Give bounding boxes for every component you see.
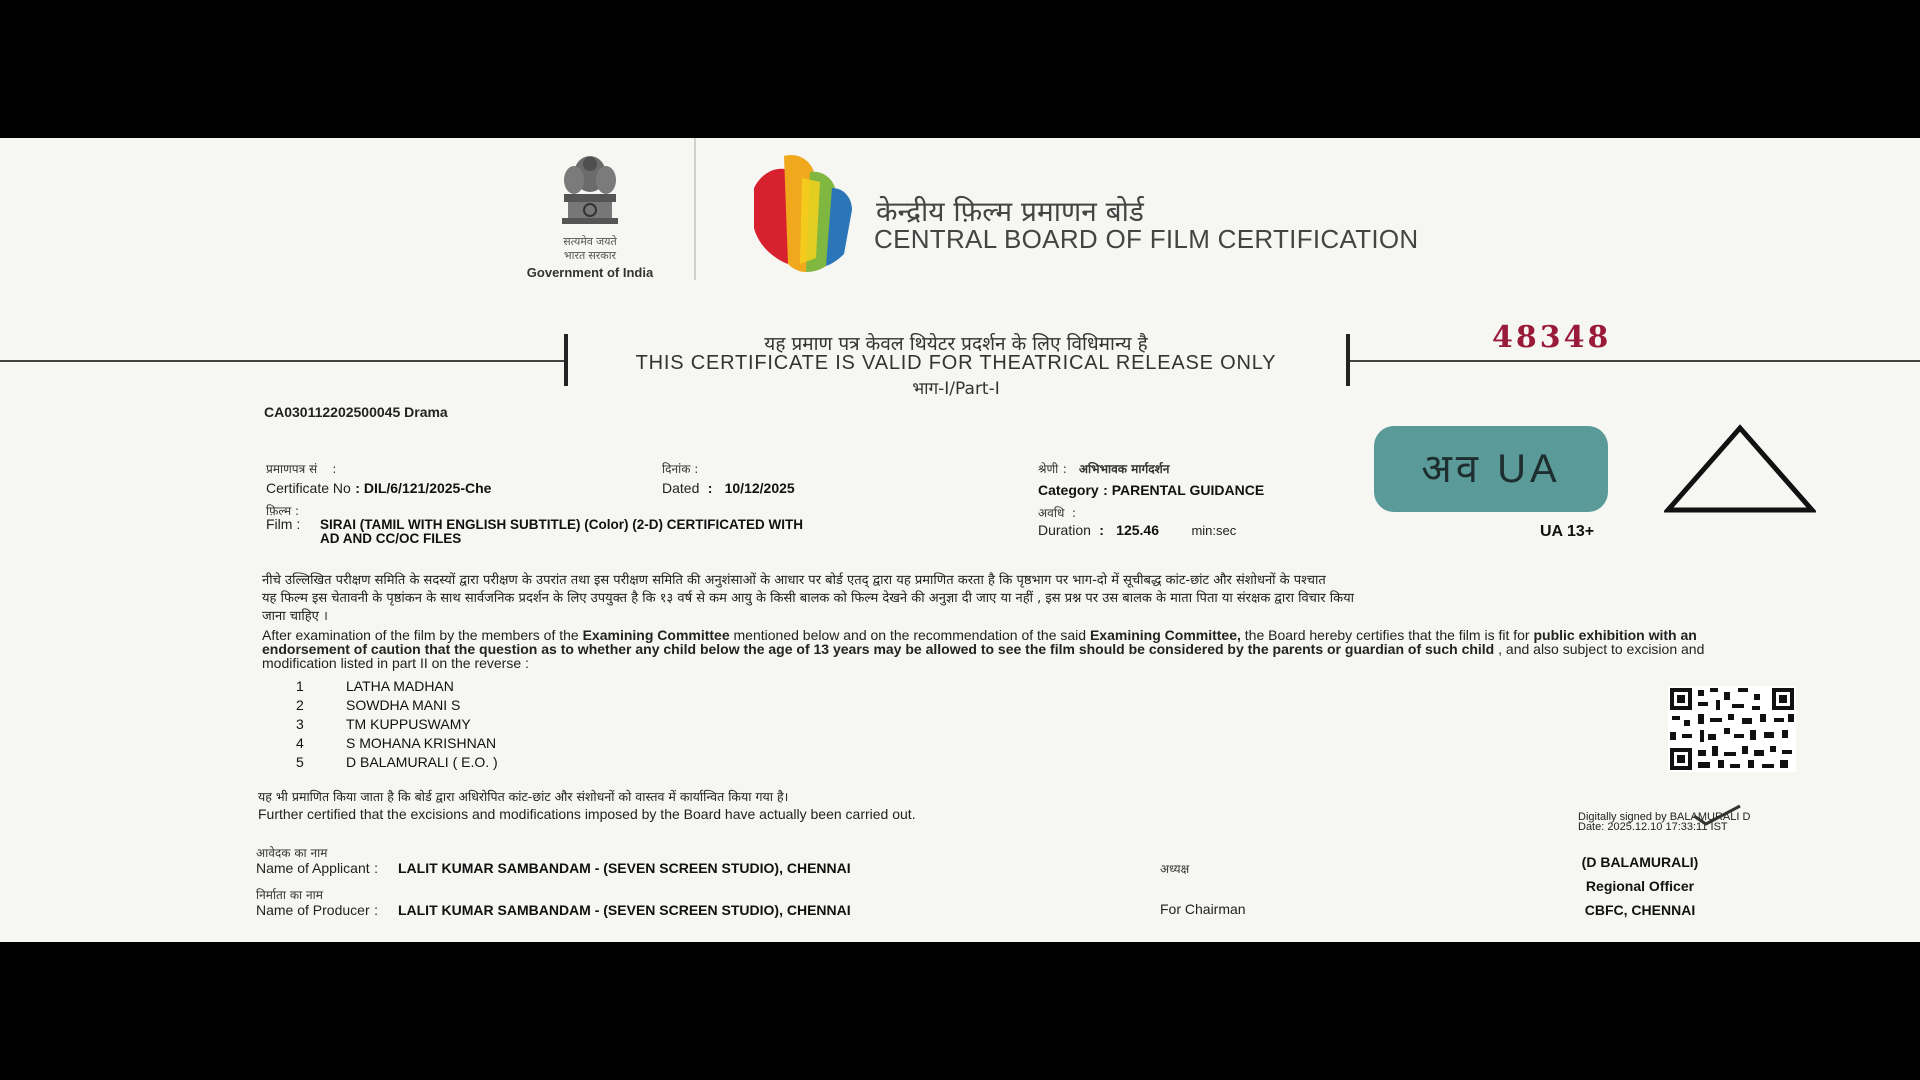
cert-no-value: DIL/6/121/2025-Che <box>363 480 492 496</box>
cert-no-row: Certificate No : DIL/6/121/2025-Che <box>266 480 492 496</box>
film-hindi: फ़िल्म <box>266 504 292 518</box>
duration-row: Duration : 125.46 min:sec <box>1038 522 1237 538</box>
duration-value: 125.46 <box>1116 522 1159 538</box>
para-hindi-line2: यह फिल्म इस चेतावनी के पृष्ठांकन के साथ सार्वजनिक प्रदर्शन के लिए उपयुक्त है कि १३ वर्ष से कम आयु के किसी बालक को फिल्म देखने की अनुज्ञा दी जाए या नहीं , इस प्रश्न पर उस बालक के माता पिता या संरक्षक द्वारा विचार किया <box>262 591 1355 606</box>
bracket-right <box>1346 334 1350 386</box>
signature-line1: Digitally signed by BALAMURALI D <box>1578 811 1751 823</box>
para-en-part7: public exhibition with an endorsement of caution that the question as to whether any child below the age of 13 years may be allowed to see the film should be considered by the parents or guardian of such child <box>262 627 1697 657</box>
category-row: Category : PARENTAL GUIDANCE <box>1038 482 1265 498</box>
member-number: 3 <box>296 716 304 732</box>
gov-english: Government of India <box>526 265 654 280</box>
signature-line2: Date: 2025.12.10 17:33:11 IST <box>1578 821 1728 833</box>
emblem-motto: सत्यमेव जयते <box>563 236 617 248</box>
officer-name: (D BALAMURALI) <box>1581 854 1699 870</box>
member-name: TM KUPPUSWAMY <box>346 716 471 732</box>
member-name: LATHA MADHAN <box>346 678 454 694</box>
para-en-part8: , and also subject to excision and modification listed in part II on the reverse : <box>262 641 1705 671</box>
header-divider <box>694 138 696 280</box>
signature-check-icon <box>1690 802 1744 828</box>
applicant-label: Name of Applicant <box>256 860 370 876</box>
certification-paragraph-english <box>262 628 1772 670</box>
officer-title: Regional Officer <box>1585 878 1695 894</box>
applicant-hindi: आवेदक का नाम <box>256 846 328 860</box>
duration-label: Duration <box>1038 522 1091 538</box>
para-en-part1: After examination of the film by the members of the <box>262 627 583 643</box>
member-number: 1 <box>296 678 304 694</box>
board-name-hindi: केन्द्रीय फ़िल्म प्रमाणन बोर्ड <box>876 195 1144 228</box>
film-title <box>320 518 803 546</box>
gov-hindi: भारत सरकार <box>563 250 617 262</box>
certification-paragraph-hindi <box>262 572 1772 626</box>
category-value: PARENTAL GUIDANCE <box>1111 482 1265 498</box>
member-row <box>296 754 498 770</box>
applicant-row: Name of Applicant : LALIT KUMAR SAMBANDAM - (SEVEN SCREEN STUDIO), CHENNAI <box>256 860 851 876</box>
validity-english: THIS CERTIFICATE IS VALID FOR THEATRICAL RELEASE ONLY <box>635 352 1277 374</box>
chair-english: For Chairman <box>1160 901 1246 917</box>
member-name: D BALAMURALI ( E.O. ) <box>346 754 498 770</box>
producer-row: Name of Producer : LALIT KUMAR SAMBANDAM - (SEVEN SCREEN STUDIO), CHENNAI <box>256 902 851 918</box>
member-row <box>296 678 454 694</box>
category-hindi-row: श्रेणी : अभिभावक मार्गदर्शन <box>1038 462 1170 476</box>
category-hindi-label: श्रेणी <box>1038 462 1059 476</box>
qr-code-icon <box>1668 686 1796 772</box>
further-certified-hindi: यह भी प्रमाणित किया जाता है कि बोर्ड द्वारा अधिरोपित कांट-छांट और संशोधनों को वास्तव में कार्यान्वित किया गया है। <box>258 789 789 804</box>
date-row: Dated : 10/12/2025 <box>662 480 795 496</box>
film-title-line1: SIRAI (TAMIL WITH ENGLISH SUBTITLE) (Color) (2-D) CERTIFICATED WITH <box>320 517 803 532</box>
cbfc-logo-icon <box>744 148 860 276</box>
producer-hindi: निर्माता का नाम <box>256 888 323 902</box>
member-row <box>296 716 471 732</box>
para-en-part2: Examining Committee <box>582 627 730 643</box>
film-title-line2: AD AND CC/OC FILES <box>320 531 462 546</box>
further-certified-english: Further certified that the excisions and modifications imposed by the Board have actually been carried out. <box>258 806 916 822</box>
duration-hindi: अवधि <box>1038 506 1065 520</box>
film-label: Film <box>266 516 293 532</box>
cert-no-hindi: प्रमाणपत्र सं <box>266 462 318 476</box>
rule-left <box>0 360 566 362</box>
applicant-value: LALIT KUMAR SAMBANDAM - (SEVEN SCREEN STUDIO), CHENNAI <box>397 860 851 876</box>
category-hindi-value: अभिभावक मार्गदर्शन <box>1078 462 1170 476</box>
para-hindi-line1: नीचे उल्लिखित परीक्षण समिति के सदस्यों द्वारा परीक्षण के उपरांत तथा इस परीक्षण समिति की अनुशंसाओं के आधार पर बोर्ड एतद् द्वारा यह प्रमाणित करता है कि पृष्ठभाग पर भाग-दो में सूचीबद्ध कांट-छांट और संशोधनों के पश्चात <box>262 573 1326 588</box>
para-hindi-line3: जाना चाहिए । <box>262 609 328 624</box>
producer-label: Name of Producer <box>256 902 370 918</box>
member-row <box>296 735 496 751</box>
para-en-part5: the Board hereby certifies that <box>1240 627 1432 643</box>
rule-right <box>1348 360 1920 362</box>
serial-number: 48348 <box>1492 320 1612 355</box>
rating-sub: UA 13+ <box>1540 523 1595 540</box>
producer-value: LALIT KUMAR SAMBANDAM - (SEVEN SCREEN STUDIO), CHENNAI <box>397 902 851 918</box>
para-en-part4: Examining Committee, <box>1089 627 1241 643</box>
duration-unit: min:sec <box>1191 523 1237 538</box>
category-label: Category <box>1038 482 1099 498</box>
certificate-page: सत्यमेव जयते भारत सरकार Government of India केन्द्रीय फ़िल्म प्रमाणन बोर्ड CENTRAL BOARD OF FILM CERTIFICATION यह प्रमाण पत्र केवल थियेटर प्रदर्शन के लिए विधिमान्य है THIS CERTIFICATE IS VALID FOR THEATRICAL RELEASE ONLY भाग-I/Part-I 48348 CA030112202500045 Drama प्रमाणपत्र सं : Certificate No : DIL/6/121/2025-Che दिनांक : Dated : 10/12/2025 श्रेणी : अभिभावक मार्गदर्शन Category : PARENTAL GUIDANCE फ़िल्म : Film : SIRAI (TAMIL WITH ENGLISH SUBTITLE) (Color) (2-D) CERTIFICATED WITH AD AND CC/OC FILES अवधि : Duration : 125.46 min:sec अव UA UA 13+ नीचे उल्लिखित परीक्षण समिति के सदस्यों द्वारा परीक्षण के उपरांत तथा इस परीक्षण समिति की अनुशंसाओं के आधार पर बोर्ड एतद् द्वारा यह प्रमाणित करता है कि पृष्ठभाग पर भाग-दो में सूचीबद्ध कांट-छांट और संशोधनों के पश्चात यह फिल्म इस चेतावनी के पृष्ठांकन के साथ सार्वजनिक प्रदर्शन के लिए उपयुक्त है कि १३ वर्ष से कम आयु के किसी बालक को फिल्म देखने की अनुज्ञा दी जाए या नहीं , इस प्रश्न पर उस बालक के माता पिता या संरक्षक द्वारा विचार किया जाना चाहिए । After examination of the film by the members of the Examining Committee mentioned below and on the recommendation of the said Examining Committee, the Board hereby certifies that the film is fit for public exhibition with an endorsement of caution that the question as to whether any child below the age of 13 years may be allowed to see the film should be considered by the parents or guardian of such child , and also subject to excision and modification listed in part II on the reverse : 1 LATHA MADHAN 2 SOWDHA MANI S 3 TM KUPPUSWAMY 4 S MOHANA KRISHNAN 5 D BALAMURALI ( E.O. ) यह भी प्रमाणित किया जाता है कि बोर्ड द्वारा अधिरोपित कांट-छांट और संशोधनों को वास्तव में कार्यान्वित किया गया है। Further certified that the excisions and modifications imposed by the Board have actually been carried out. Digitally signed by BALAMURALI D Date: 2025.12.10 17:33:11 IST आवेदक का नाम Name of Applicant : LALIT KUMAR SAMBANDAM - (SEVEN SCREEN STUDIO), CHENNAI निर्माता का नाम Name of Producer : LALIT KUMAR SAMBANDAM - (SEVEN SCREEN STUDIO), CHENNAI अध्यक्ष For Chairman (D BALAMURALI) Regional Officer CBFC, CHENNAI <box>0 138 1920 942</box>
officer-office: CBFC, CHENNAI <box>1584 902 1696 918</box>
cert-no-label: Certificate No <box>266 480 351 496</box>
member-name: S MOHANA KRISHNAN <box>346 735 497 751</box>
member-name: SOWDHA MANI S <box>346 697 461 713</box>
government-emblem <box>520 152 660 280</box>
warning-triangle-icon <box>1664 424 1816 514</box>
para-en-part6: the film is fit for <box>1435 627 1534 643</box>
rating-badge: अव UA <box>1374 426 1608 512</box>
member-number: 4 <box>296 735 304 751</box>
part-label: भाग-I/Part-I <box>912 379 1000 399</box>
date-value: 10/12/2025 <box>724 480 795 496</box>
chair-hindi: अध्यक्ष <box>1160 862 1190 876</box>
lion-capital-icon <box>550 152 630 230</box>
member-row <box>296 697 460 713</box>
para-en-part3: mentioned below and on the recommendation of the said <box>729 627 1090 643</box>
certificate-ca-id: CA030112202500045 Drama <box>264 404 448 420</box>
member-number: 5 <box>296 754 304 770</box>
member-number: 2 <box>296 697 304 713</box>
validity-hindi: यह प्रमाण पत्र केवल थियेटर प्रदर्शन के लिए विधिमान्य है <box>764 333 1148 355</box>
date-hindi: दिनांक <box>662 462 691 476</box>
date-label: Dated <box>662 480 700 496</box>
board-name-english: CENTRAL BOARD OF FILM CERTIFICATION <box>874 224 1419 254</box>
